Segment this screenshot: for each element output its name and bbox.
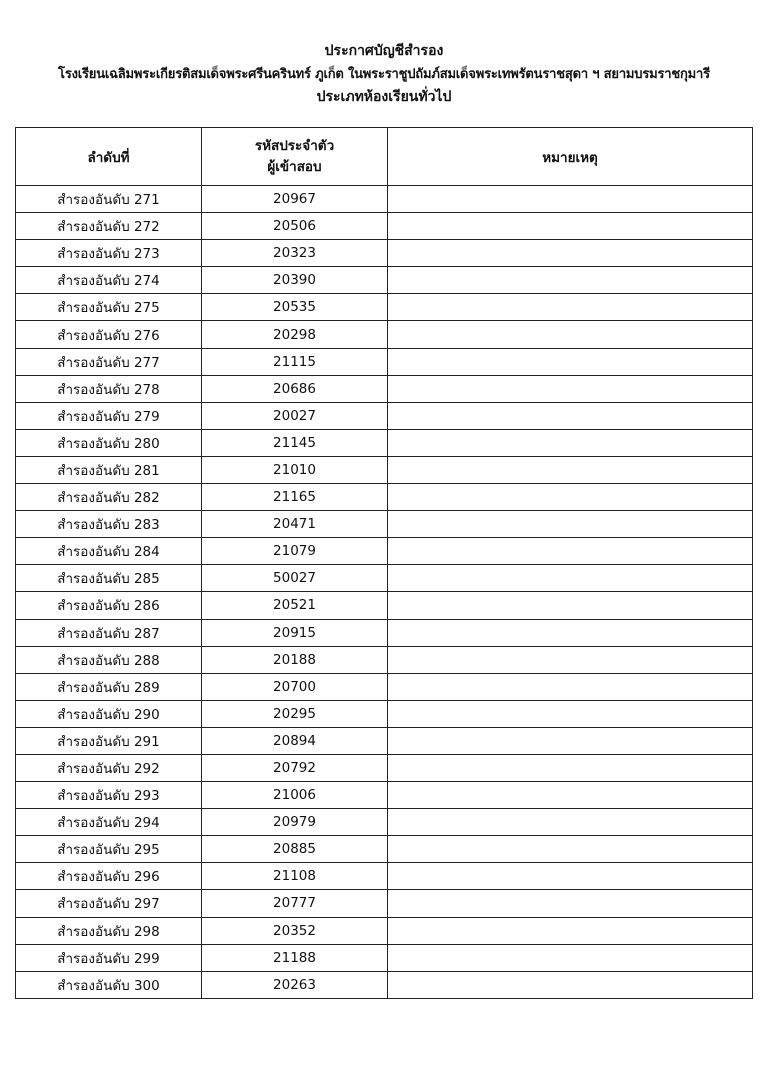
remark-cell (388, 782, 753, 809)
remark-cell (388, 619, 753, 646)
candidate-code-cell: 21165 (202, 484, 388, 511)
table-row (16, 782, 753, 809)
table-row (16, 402, 753, 429)
rank-cell: สำรองอันดับ 283 (16, 511, 202, 538)
remark-cell (388, 348, 753, 375)
candidate-code-cell: 20894 (202, 727, 388, 754)
rank-cell: สำรองอันดับ 275 (16, 294, 202, 321)
remark-cell (388, 917, 753, 944)
document-header (0, 40, 768, 109)
table-row (16, 484, 753, 511)
remark-cell (388, 944, 753, 971)
candidate-code-cell: 50027 (202, 565, 388, 592)
candidate-code-cell: 20885 (202, 836, 388, 863)
candidate-code-cell: 20792 (202, 754, 388, 781)
candidate-code-cell: 20352 (202, 917, 388, 944)
table-row (16, 538, 753, 565)
remark-cell (388, 700, 753, 727)
table-row (16, 754, 753, 781)
rank-cell: สำรองอันดับ 282 (16, 484, 202, 511)
remark-cell (388, 809, 753, 836)
rank-cell: สำรองอันดับ 271 (16, 186, 202, 213)
candidate-code-cell: 20188 (202, 646, 388, 673)
table-row (16, 619, 753, 646)
table-row (16, 429, 753, 456)
classroom-type: ประเภทห้องเรียนทั่วไป (316, 89, 452, 105)
rank-cell: สำรองอันดับ 278 (16, 375, 202, 402)
candidate-code-cell: 20298 (202, 321, 388, 348)
table-row (16, 673, 753, 700)
remark-cell (388, 294, 753, 321)
table-row (16, 348, 753, 375)
remark-cell (388, 754, 753, 781)
candidate-code-cell: 21006 (202, 782, 388, 809)
table-body (16, 186, 753, 999)
remark-cell (388, 673, 753, 700)
remark-cell (388, 863, 753, 890)
table-row (16, 971, 753, 998)
column-header-candidate-code (202, 128, 388, 186)
remark-cell (388, 836, 753, 863)
table-row (16, 186, 753, 213)
column-header-code-line2: ผู้เข้าสอบ (267, 158, 322, 175)
table-row (16, 592, 753, 619)
rank-cell: สำรองอันดับ 287 (16, 619, 202, 646)
candidate-code-cell: 20979 (202, 809, 388, 836)
rank-cell: สำรองอันดับ 293 (16, 782, 202, 809)
remark-cell (388, 890, 753, 917)
announcement-title: ประกาศบัญชีสำรอง (324, 43, 444, 59)
candidate-code-cell: 20471 (202, 511, 388, 538)
rank-cell: สำรองอันดับ 297 (16, 890, 202, 917)
rank-cell: สำรองอันดับ 300 (16, 971, 202, 998)
rank-cell: สำรองอันดับ 280 (16, 429, 202, 456)
table-row (16, 863, 753, 890)
table-row (16, 213, 753, 240)
remark-cell (388, 971, 753, 998)
remark-cell (388, 538, 753, 565)
table-row (16, 646, 753, 673)
candidate-code-cell: 20295 (202, 700, 388, 727)
reserve-list-table (15, 127, 753, 999)
candidate-code-cell: 20777 (202, 890, 388, 917)
candidate-code-cell: 20967 (202, 186, 388, 213)
remark-cell (388, 402, 753, 429)
rank-cell: สำรองอันดับ 276 (16, 321, 202, 348)
candidate-code-cell: 21188 (202, 944, 388, 971)
candidate-code-cell: 20323 (202, 240, 388, 267)
candidate-code-cell: 20390 (202, 267, 388, 294)
rank-cell: สำรองอันดับ 294 (16, 809, 202, 836)
table-row (16, 944, 753, 971)
rank-cell: สำรองอันดับ 298 (16, 917, 202, 944)
table-row (16, 700, 753, 727)
rank-cell: สำรองอันดับ 288 (16, 646, 202, 673)
rank-cell: สำรองอันดับ 299 (16, 944, 202, 971)
rank-cell: สำรองอันดับ 292 (16, 754, 202, 781)
candidate-code-cell: 20263 (202, 971, 388, 998)
remark-cell (388, 592, 753, 619)
remark-cell (388, 429, 753, 456)
school-name: โรงเรียนเฉลิมพระเกียรติสมเด็จพระศรีนครินทร์ ภูเก็ต ในพระราชูปถัมภ์สมเด็จพระเทพรัตนราชสุดา ฯ สยามบรมราชกุมารี (58, 67, 710, 82)
remark-cell (388, 484, 753, 511)
rank-cell: สำรองอันดับ 273 (16, 240, 202, 267)
remark-cell (388, 646, 753, 673)
table-row (16, 456, 753, 483)
candidate-code-cell: 21115 (202, 348, 388, 375)
rank-cell: สำรองอันดับ 291 (16, 727, 202, 754)
rank-cell: สำรองอันดับ 281 (16, 456, 202, 483)
table-row (16, 267, 753, 294)
candidate-code-cell: 20700 (202, 673, 388, 700)
rank-cell: สำรองอันดับ 277 (16, 348, 202, 375)
candidate-code-cell: 21108 (202, 863, 388, 890)
rank-cell: สำรองอันดับ 274 (16, 267, 202, 294)
candidate-code-cell: 20535 (202, 294, 388, 321)
table-row (16, 565, 753, 592)
candidate-code-cell: 20686 (202, 375, 388, 402)
remark-cell (388, 727, 753, 754)
table-row (16, 321, 753, 348)
rank-cell: สำรองอันดับ 296 (16, 863, 202, 890)
remark-cell (388, 321, 753, 348)
candidate-code-cell: 20027 (202, 402, 388, 429)
remark-cell (388, 511, 753, 538)
candidate-code-cell: 20521 (202, 592, 388, 619)
remark-cell (388, 456, 753, 483)
rank-cell: สำรองอันดับ 290 (16, 700, 202, 727)
rank-cell: สำรองอันดับ 284 (16, 538, 202, 565)
remark-cell (388, 375, 753, 402)
remark-cell (388, 565, 753, 592)
table-row (16, 836, 753, 863)
table-row (16, 727, 753, 754)
table-row (16, 809, 753, 836)
rank-cell: สำรองอันดับ 272 (16, 213, 202, 240)
remark-cell (388, 186, 753, 213)
rank-cell: สำรองอันดับ 285 (16, 565, 202, 592)
remark-cell (388, 267, 753, 294)
column-header-remark: หมายเหตุ (388, 128, 753, 186)
rank-cell: สำรองอันดับ 279 (16, 402, 202, 429)
candidate-code-cell: 21010 (202, 456, 388, 483)
remark-cell (388, 240, 753, 267)
candidate-code-cell: 20506 (202, 213, 388, 240)
candidate-code-cell: 21079 (202, 538, 388, 565)
column-header-code-line1: รหัสประจำตัว (254, 137, 335, 154)
table-header-row (16, 128, 753, 186)
candidate-code-cell: 20915 (202, 619, 388, 646)
table-row (16, 917, 753, 944)
table-row (16, 240, 753, 267)
remark-cell (388, 213, 753, 240)
rank-cell: สำรองอันดับ 289 (16, 673, 202, 700)
table-row (16, 511, 753, 538)
table-row (16, 375, 753, 402)
rank-cell: สำรองอันดับ 286 (16, 592, 202, 619)
column-header-rank: ลำดับที่ (16, 128, 202, 186)
rank-cell: สำรองอันดับ 295 (16, 836, 202, 863)
table-row (16, 294, 753, 321)
table-row (16, 890, 753, 917)
candidate-code-cell: 21145 (202, 429, 388, 456)
